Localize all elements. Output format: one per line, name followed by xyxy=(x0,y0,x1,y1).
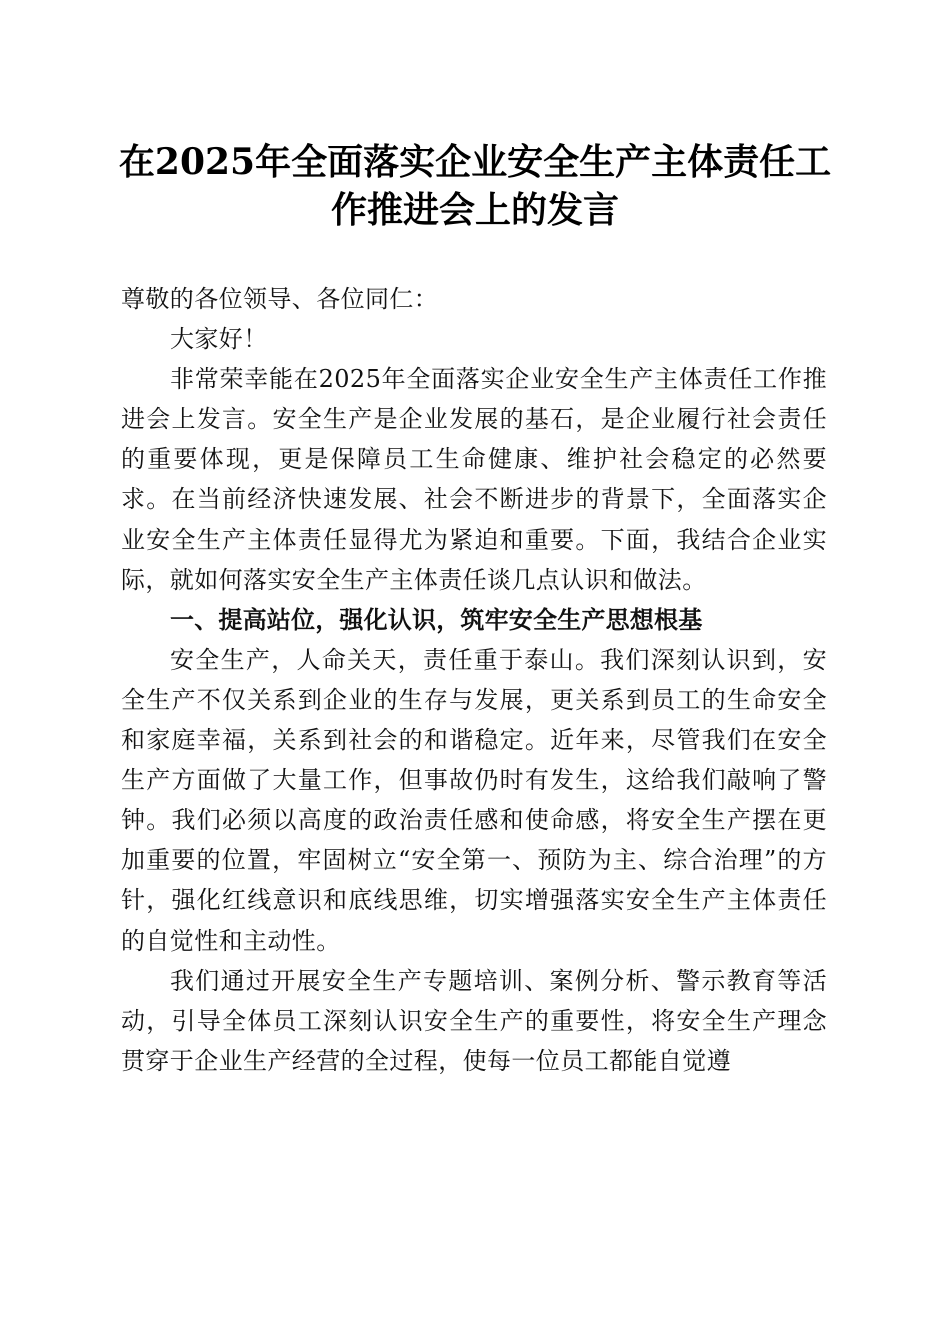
intro-paragraph: 非常荣幸能在2025年全面落实企业安全生产主体责任工作推进会上发言。安全生产是企业发展的基石，是企业履行社会责任的重要体现，更是保障员工生命健康、维护社会稳定的必然要求。在当前经济快速发展、社会不断进步的背景下，全面落实企业安全生产主体责任显得尤为紧迫和重要。下面，我结合企业实际，就如何落实安全生产主体责任谈几点认识和做法。 xyxy=(121,365,827,594)
section-1-paragraph-1: 安全生产，人命关天，责任重于泰山。我们深刻认识到，安全生产不仅关系到企业的生存与发展，更关系到员工的生命安全和家庭幸福，关系到社会的和谐稳定。近年来，尽管我们在安全生产方面做了大量工作，但事故仍时有发生，这给我们敲响了警钟。我们必须以高度的政治责任感和使命感，将安全生产摆在更加重要的位置，牢固树立“安全第一、预防为主、综合治理”的方针，强化红线意识和底线思维，切实增强落实安全生产主体责任的自觉性和主动性。 xyxy=(121,645,827,955)
document-body xyxy=(121,279,827,1081)
greeting: 大家好！ xyxy=(170,325,268,354)
section-heading-1: 一、提高站位，强化认识，筑牢安全生产思想根基 xyxy=(170,605,703,634)
section-1-paragraph-2: 我们通过开展安全生产专题培训、案例分析、警示教育等活动，引导全体员工深刻认识安全生产的重要性，将安全生产理念贯穿于企业生产经营的全过程，使每一位员工都能自觉遵 xyxy=(121,966,827,1075)
document-title: 在2025年全面落实企业安全生产主体责任工作推进会上的发言 xyxy=(118,141,832,231)
salutation: 尊敬的各位领导、各位同仁： xyxy=(121,285,439,313)
